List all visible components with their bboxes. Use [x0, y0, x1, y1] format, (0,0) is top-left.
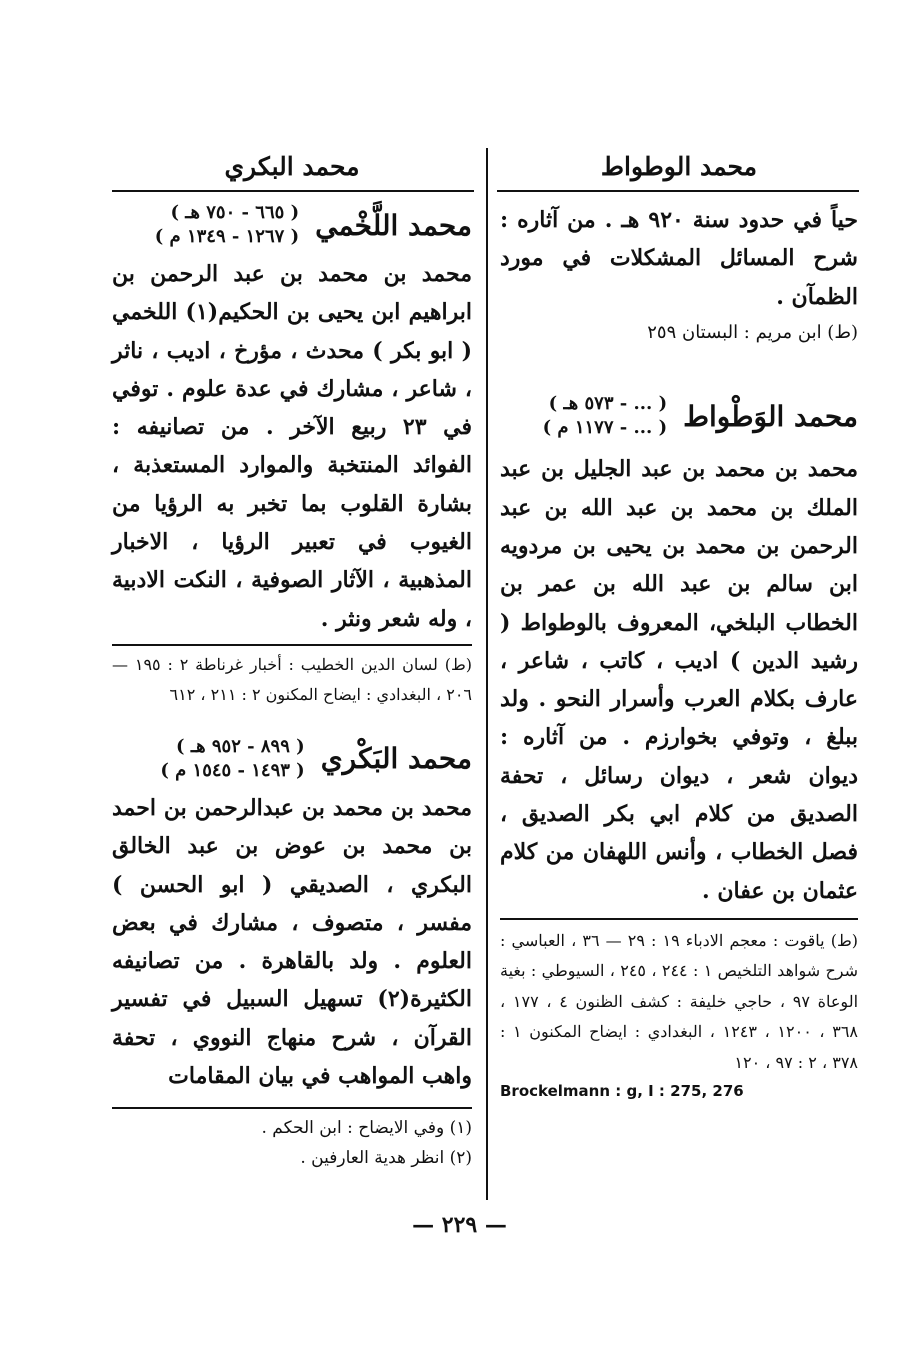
page-number: — ٢٢٩ —: [412, 1212, 507, 1238]
dates-ad: ( ... - ١١٧٧ م ): [542, 417, 668, 439]
entry-body: محمد بن محمد بن عبد الرحمن بن ابراهيم ابن يحيى بن الحكيم(١) اللخمي ( ابو بكر ) محدث ، مؤرخ ، اديب ، ناثر ، شاعر ، مشارك في عدة علوم . توفي في ٢٣ ربيع الآخر . من تصانيفه : الفوائد المنتخبة والموارد المستعذبة ، بشارة القلوب بما تخبر به الرؤيا من الغيوب في تعبير الرؤيا ، الاخبار المذهبية ، الآثار الصوفية ، النكت الادبية ، وله شعر ونثر .: [112, 261, 473, 632]
column-divider: [486, 148, 488, 1200]
entry-body: محمد بن محمد بن عبد الجليل بن عبد الملك بن محمد بن عبد الله بن عبد الرحمن بن محمد بن يحيى بن مردويه ابن سالم بن عبد الله بن عمر بن الخطاب البلخي، المعروف بالوطواط ( رشيد الدين ) اديب ، كاتب ، شاعر ، عارف بكلام العرب وأسرار النحو . ولد ببلغ ، وتوفي بخوارزم . من آثاره : ديوان شعر ، ديوان رسائل ، تحفة الصديق من كلام ابي بكر الصديق ، فصل الخطاب ، وأنس اللهفان من كلام عثمان بن عفان .: [500, 456, 858, 904]
continuation-text: حياً في حدود سنة ٩٢٠ هـ . من آثاره : شرح المسائل المشكلات في مورد الظمآن .: [500, 207, 858, 310]
entry-references: (ط) لسان الدين الخطيب : أخبار غرناطة ٢ : ١٩٥ — ٢٠٦ ، البغدادي : ايضاح المكنون ٢ : ٢١١ ، ٦١٢: [112, 654, 472, 705]
footnote: (١) وفي الايضاح : ابن الحكم .: [261, 1118, 472, 1139]
entry-dates: [543, 392, 667, 440]
entry-dates: [155, 201, 299, 249]
latin-reference: Brockelmann : g, I : 275, 276: [500, 1082, 744, 1101]
entry-references: (ط) ياقوت : معجم الادباء ١٩ : ٢٩ — ٣٦ ، العباسي : شرح شواهد التلخيص ١ : ٢٤٤ ، ٢٤٥ ، السيوطي : بغية الوعاة ٩٧ ، حاجي خليفة : كشف الظنون ٤ ، ١٧٧ ، ٣٦٨ ، ١٢٠٠ ، ١٢٤٣ ، البغدادي : ايضاح المكنون ١ : ٣٧٨ ، ٢ : ٩٧ ، ١٢٠: [500, 930, 859, 1072]
entry-name: محمد البَكْري: [320, 742, 472, 776]
entry-heading: [500, 392, 858, 440]
dates-hijri: ( ٦٦٥ - ٧٥٠ هـ ): [170, 202, 300, 223]
references-rule: [112, 644, 472, 646]
references-rule: [500, 918, 858, 920]
footnote-rule: [112, 1107, 472, 1109]
left-column: [112, 145, 472, 1173]
entry-name: محمد اللَّخْمي: [315, 208, 472, 242]
left-running-header: محمد البكري: [224, 152, 360, 181]
continuation-references: (ط) ابن مريم : البستان ٢٥٩: [647, 321, 858, 343]
footnote: (٢) انظر هدية العارفين .: [300, 1148, 472, 1169]
right-running-header: محمد الوطواط: [600, 152, 758, 181]
dates-ad: ( ١٤٩٣ - ١٥٤٥ م ): [160, 759, 305, 781]
entry-heading: [112, 201, 472, 249]
entry-body: محمد بن محمد بن عبدالرحمن بن احمد بن محمد بن عوض بن عبد الخالق البكري ، الصديقي ( ابو الحسن ) مفسر ، متصوف ، مشارك في بعض العلوم . ولد بالقاهرة . من تصانيفه الكثيرة(٢) تسهيل السبيل في تفسير القرآن ، شرح منهاج النووي ، تحفة واهب المواهب في بيان المقامات: [112, 794, 472, 1090]
dates-hijri: ( ... - ٥٧٣ هـ ): [548, 393, 668, 415]
dates-hijri: ( ٨٩٩ - ٩٥٢ هـ ): [176, 735, 305, 757]
entry-dates: [160, 735, 304, 783]
entry-name: محمد الوَطْواط: [683, 399, 858, 433]
entry-heading: [112, 735, 472, 783]
right-column: [500, 145, 858, 1100]
dates-ad: ( ١٢٦٧ - ١٣٤٩ م ): [154, 226, 300, 247]
